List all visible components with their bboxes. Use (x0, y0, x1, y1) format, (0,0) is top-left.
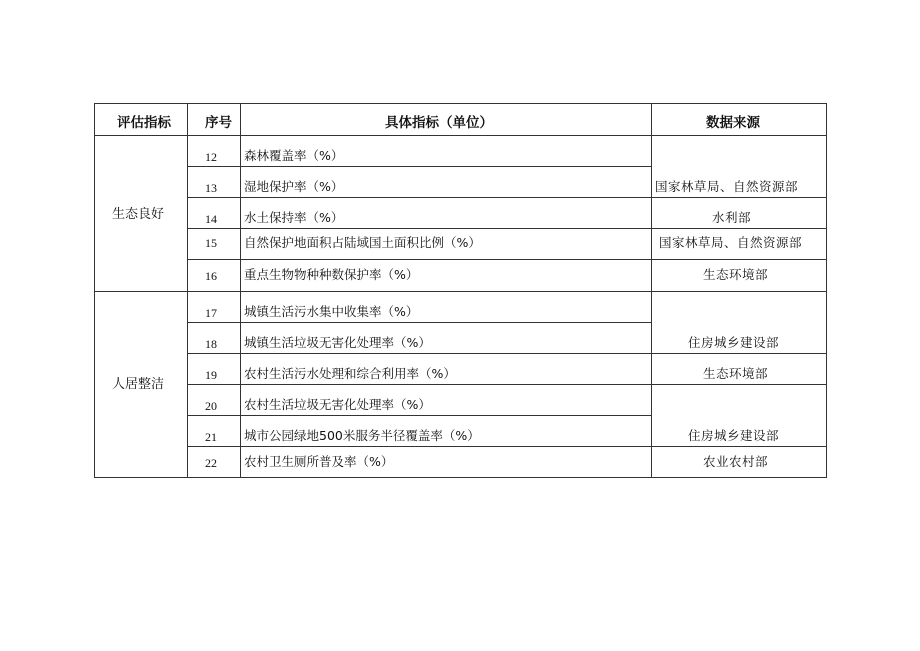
source-text: 水利部 (712, 210, 752, 225)
row-number: 22 (205, 456, 217, 470)
row-number: 12 (205, 150, 217, 164)
indicator-text: 农村生活垃圾无害化处理率（%） (244, 397, 431, 412)
indicator-text: 农村卫生厕所普及率（%） (244, 454, 394, 469)
source-text: 生态环境部 (703, 366, 769, 381)
row-number: 18 (205, 337, 217, 351)
header-source: 数据来源 (706, 115, 760, 131)
header-seq: 序号 (205, 115, 232, 131)
indicator-text: 重点生物物种种数保护率（%） (244, 267, 419, 282)
row-divider (187, 166, 651, 167)
row-divider (187, 197, 651, 198)
row-number: 17 (205, 306, 217, 320)
source-text: 住房城乡建设部 (688, 335, 780, 350)
indicator-text: 城镇生活污水集中收集率（%） (244, 304, 419, 319)
source-divider (651, 384, 826, 385)
source-divider (651, 446, 826, 447)
row-divider (187, 322, 651, 323)
source-text: 国家林草局、自然资源部 (659, 235, 803, 250)
row-divider (187, 228, 651, 229)
row-number: 14 (205, 212, 217, 226)
row-divider (187, 415, 651, 416)
indicator-text: 湿地保护率（%） (244, 179, 344, 194)
indicator-text: 城镇生活垃圾无害化处理率（%） (244, 335, 431, 350)
source-text: 生态环境部 (703, 267, 769, 282)
indicator-table (94, 103, 827, 478)
row-number: 15 (205, 236, 217, 250)
source-text: 国家林草局、自然资源部 (655, 179, 799, 194)
row-divider (187, 353, 651, 354)
indicator-text: 自然保护地面积占陆域国土面积比例（%） (244, 235, 481, 250)
row-divider (187, 384, 651, 385)
group-divider (95, 291, 826, 292)
row-number: 19 (205, 368, 217, 382)
row-number: 20 (205, 399, 217, 413)
source-text: 住房城乡建设部 (688, 428, 780, 443)
indicator-text: 森林覆盖率（%） (244, 148, 344, 163)
indicator-text: 水土保持率（%） (244, 210, 344, 225)
row-number: 16 (205, 269, 217, 283)
row-number: 13 (205, 181, 217, 195)
source-divider (651, 353, 826, 354)
source-divider (651, 197, 826, 198)
group-label: 生态良好 (112, 207, 165, 222)
header-indicator: 具体指标（单位） (385, 115, 493, 131)
indicator-text: 城市公园绿地500米服务半径覆盖率（%） (244, 428, 480, 443)
row-number: 21 (205, 430, 217, 444)
source-text: 农业农村部 (703, 454, 769, 469)
source-divider (651, 228, 826, 229)
indicator-text: 农村生活污水处理和综合利用率（%） (244, 366, 456, 381)
row-divider (187, 446, 651, 447)
row-divider (187, 259, 651, 260)
group-label: 人居整洁 (112, 377, 165, 392)
source-divider (651, 259, 826, 260)
header-divider (95, 135, 826, 136)
header-category: 评估指标 (117, 115, 171, 131)
